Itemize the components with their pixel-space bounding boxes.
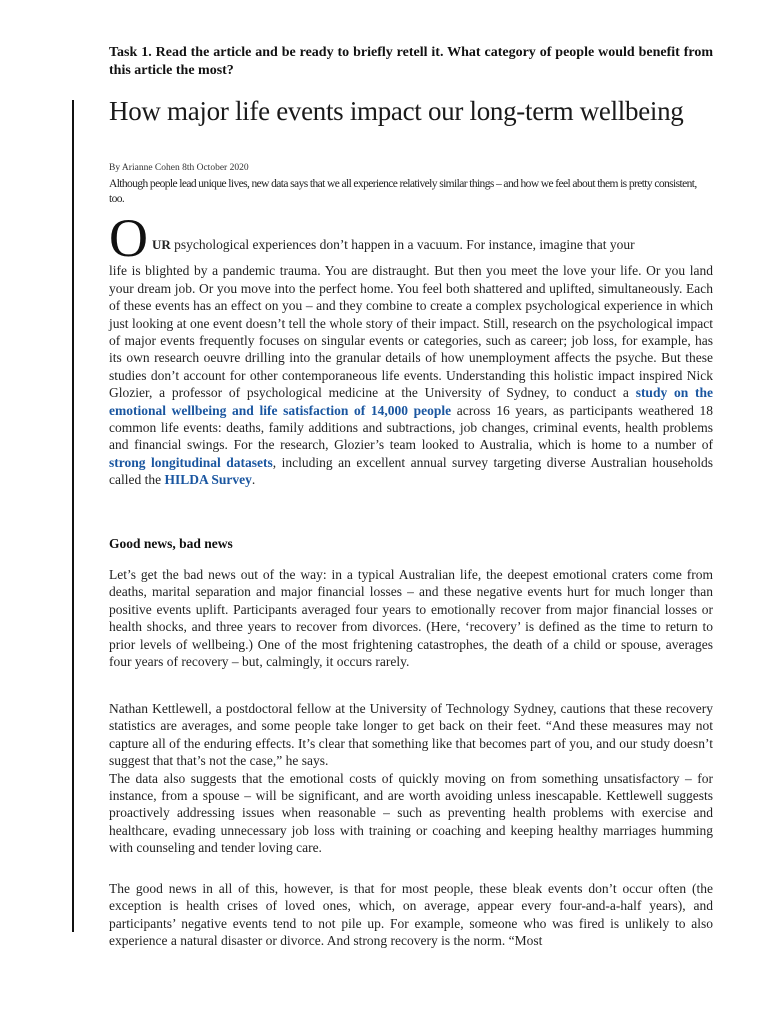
intro-text-d: . — [251, 472, 256, 488]
section-heading: Good news, bad news — [109, 536, 233, 551]
task-instruction: Task 1. Read the article and be ready to briefly retell it. What category of people would benefit from this article the most? — [109, 45, 713, 78]
intro-first-line — [109, 216, 713, 253]
drop-cap: O — [109, 208, 148, 268]
paragraph-bad-news: Let’s get the bad news out of the way: in a typical Australian life, the deepest emotional craters come from deaths, marital separation and major financial losses – and these negative events hurt for much longer than positive events uplift. Participants averaged four years to emotionally recover from major financial losses or health shocks, and three years to recover from divorces. (Here, ‘recovery’ is defined as the time to return to prior levels of wellbeing.) One of the most frightening catastrophes, the death of a child or spouse, averages four years of recovery – but, calmingly, it occurs rarely. — [109, 567, 713, 670]
article-intro — [109, 208, 713, 489]
paragraph-kettlewell — [109, 700, 713, 857]
study-link[interactable]: study on the emotional wellbeing and life satisfaction of 14,000 people — [109, 385, 713, 418]
paragraph-emotional-costs: The data also suggests that the emotional costs of quickly moving on from something unsatisfactory – for instance, from a spouse – will be significant, and are worth avoiding unless inescapable. Kettlewell suggests proactively addressing issues when reasonable – such as preventing health problems with exercise and healthcare, evading unnecessary job loss with training or coaching and keeping healthy marriages humming with counseling and tender loving care. — [109, 770, 713, 856]
article-byline: By Arianne Cohen 8th October 2020 — [109, 163, 249, 173]
article-title: How major life events impact our long-term wellbeing — [109, 96, 684, 126]
intro-text-c: , including an excellent annual survey targeting diverse Australian households called the — [109, 454, 713, 488]
intro-line1-text: psychological experiences don’t happen in a vacuum. For instance, imagine that your — [170, 237, 635, 252]
paragraph-good-news: The good news in all of this, however, is that for most people, these bleak events don’t occur often (the exception is health crises of loved ones, which, on average, appear every four-and-a-half years), and participants’ negative events tend to not pile up. For example, someone who was fired is unlikely to also experience a natural disaster or divorce. And strong recovery is the norm. “Most — [109, 881, 713, 949]
datasets-link[interactable]: strong longitudinal datasets — [109, 454, 273, 470]
hilda-survey-link[interactable]: HILDA Survey — [164, 472, 252, 488]
drop-cap-rest: UR — [152, 237, 171, 252]
margin-rule — [72, 100, 74, 932]
article-standfirst: Although people lead unique lives, new data says that we all experience relatively similar things – and how we feel about them is pretty consistent, too. — [109, 178, 697, 205]
intro-text-b: across 16 years, as participants weathered 18 common life events: deaths, family additions and subtractions, job changes, criminal events, health problems and financial swings. For the research, Glozier’s team looked to Australia, which is home to a number of — [109, 402, 713, 453]
intro-text-a: life is blighted by a pandemic trauma. You are distraught. But then you meet the love your life. Or you land your dream job. Or you move into the perfect home. You feel both shattered and uplifted, simultaneously. Each of these events has an effect on you – and they combine to create a complex psychological experience in which just looking at one event doesn’t tell the whole story of their impact. Still, research on the psychological impact of major events frequently focuses on singular events or categories, such as career; job loss, for example, has its own research oeuvre drilling into the granular details of how unemployment affects the psyche. But these studies don’t account for other contemporaneous life events. Understanding this holistic impact inspired Nick Glozier, a professor of psychological medicine at the University of Sydney, to conduct a — [109, 263, 713, 401]
paragraph-kettlewell-quote: Nathan Kettlewell, a postdoctoral fellow at the University of Technology Sydney, cautions that these recovery statistics are averages, and some people take longer to get back on their feet. “And these measures may not capture all of the enduring effects. It’s clear that something like that becomes part of you, and our study doesn’t suggest that that’s not the case,” he says. — [109, 701, 713, 769]
